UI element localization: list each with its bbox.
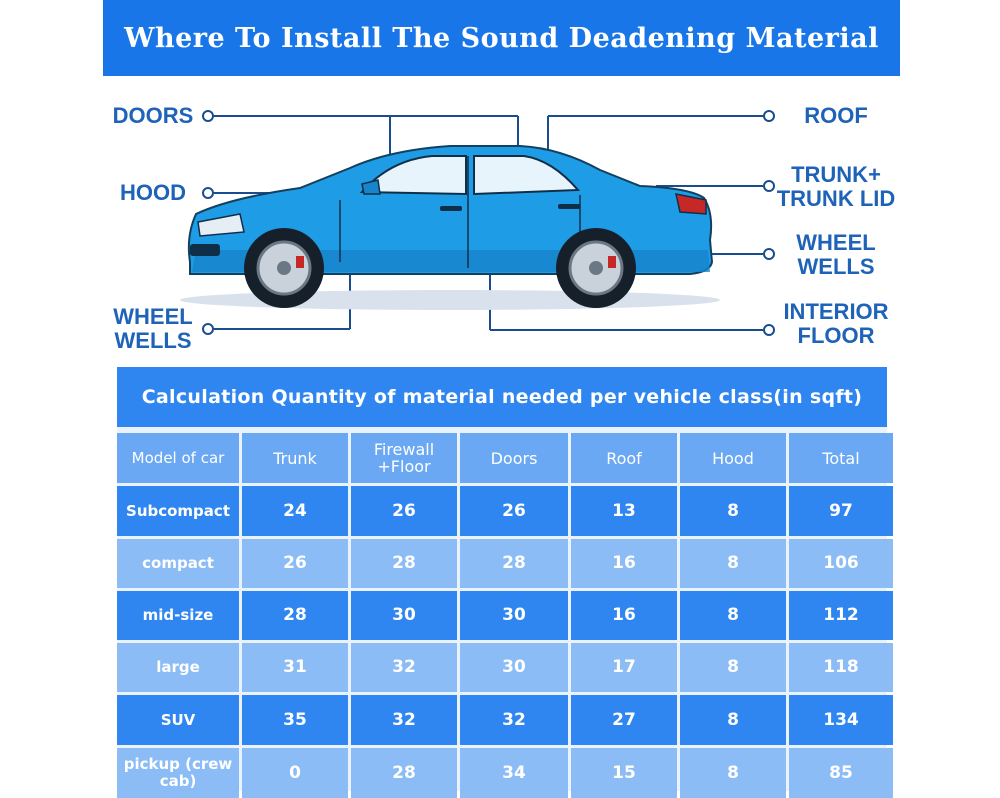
label-wheel-wells-left-line2: WELLS (114, 328, 192, 353)
cell-roof: 27 (571, 695, 677, 745)
header-trunk: Trunk (242, 433, 348, 483)
title-banner (103, 0, 900, 76)
cell-trunk: 28 (242, 591, 348, 640)
cell-doors: 32 (460, 695, 568, 745)
cell-model: Subcompact (117, 486, 239, 536)
material-table (117, 367, 887, 791)
label-interior-floor-line2: FLOOR (797, 323, 875, 348)
header-roof: Roof (571, 433, 677, 483)
label-interior-floor-line1: INTERIOR (783, 299, 889, 324)
cell-hood: 8 (680, 591, 786, 640)
cell-total: 112 (789, 591, 893, 640)
cell-total: 134 (789, 695, 893, 745)
cell-roof: 16 (571, 591, 677, 640)
cell-doors: 30 (460, 643, 568, 692)
cell-doors: 26 (460, 486, 568, 536)
cell-total: 97 (789, 486, 893, 536)
cell-trunk: 35 (242, 695, 348, 745)
cell-hood: 8 (680, 643, 786, 692)
label-trunk (776, 163, 896, 211)
label-wheel-wells-left (108, 305, 198, 353)
label-wheel-wells-right-line2: WELLS (797, 254, 875, 279)
cell-firewall-floor: 28 (351, 539, 457, 588)
label-wheel-wells-left-line1: WHEEL (113, 304, 193, 329)
label-trunk-line1: TRUNK+ (791, 162, 881, 187)
cell-firewall-floor: 32 (351, 695, 457, 745)
header-model: Model of car (117, 433, 239, 483)
cell-model: compact (117, 539, 239, 588)
cell-total: 118 (789, 643, 893, 692)
label-interior-floor (776, 300, 896, 348)
cell-trunk: 0 (242, 748, 348, 798)
cell-trunk: 24 (242, 486, 348, 536)
cell-hood: 8 (680, 486, 786, 536)
header-total: Total (789, 433, 893, 483)
cell-roof: 13 (571, 486, 677, 536)
header-doors: Doors (460, 433, 568, 483)
header-hood: Hood (680, 433, 786, 483)
cell-model: large (117, 643, 239, 692)
cell-model: SUV (117, 695, 239, 745)
cell-doors: 28 (460, 539, 568, 588)
cell-doors: 34 (460, 748, 568, 798)
cell-firewall-floor: 28 (351, 748, 457, 798)
cell-trunk: 31 (242, 643, 348, 692)
cell-hood: 8 (680, 748, 786, 798)
header-firewall-floor: Firewall +Floor (351, 433, 457, 483)
label-wheel-wells-right-line1: WHEEL (796, 230, 876, 255)
cell-hood: 8 (680, 539, 786, 588)
cell-firewall-floor: 26 (351, 486, 457, 536)
label-trunk-line2: TRUNK LID (776, 186, 896, 211)
label-roof: ROOF (804, 103, 868, 128)
cell-model: mid-size (117, 591, 239, 640)
label-hood: HOOD (120, 180, 186, 205)
car-illustration (180, 146, 720, 310)
cell-total: 85 (789, 748, 893, 798)
label-wheel-wells-right (786, 231, 886, 279)
cell-total: 106 (789, 539, 893, 588)
cell-roof: 16 (571, 539, 677, 588)
cell-firewall-floor: 32 (351, 643, 457, 692)
cell-firewall-floor: 30 (351, 591, 457, 640)
cell-doors: 30 (460, 591, 568, 640)
table-rows (117, 486, 887, 798)
cell-model: pickup (crew cab) (117, 748, 239, 798)
cell-roof: 15 (571, 748, 677, 798)
page-title: Where To Install The Sound Deadening Material (124, 22, 879, 54)
cell-roof: 17 (571, 643, 677, 692)
cell-trunk: 26 (242, 539, 348, 588)
table-title: Calculation Quantity of material needed per vehicle class(in sqft) (117, 367, 887, 427)
cell-hood: 8 (680, 695, 786, 745)
label-doors: DOORS (112, 103, 194, 128)
